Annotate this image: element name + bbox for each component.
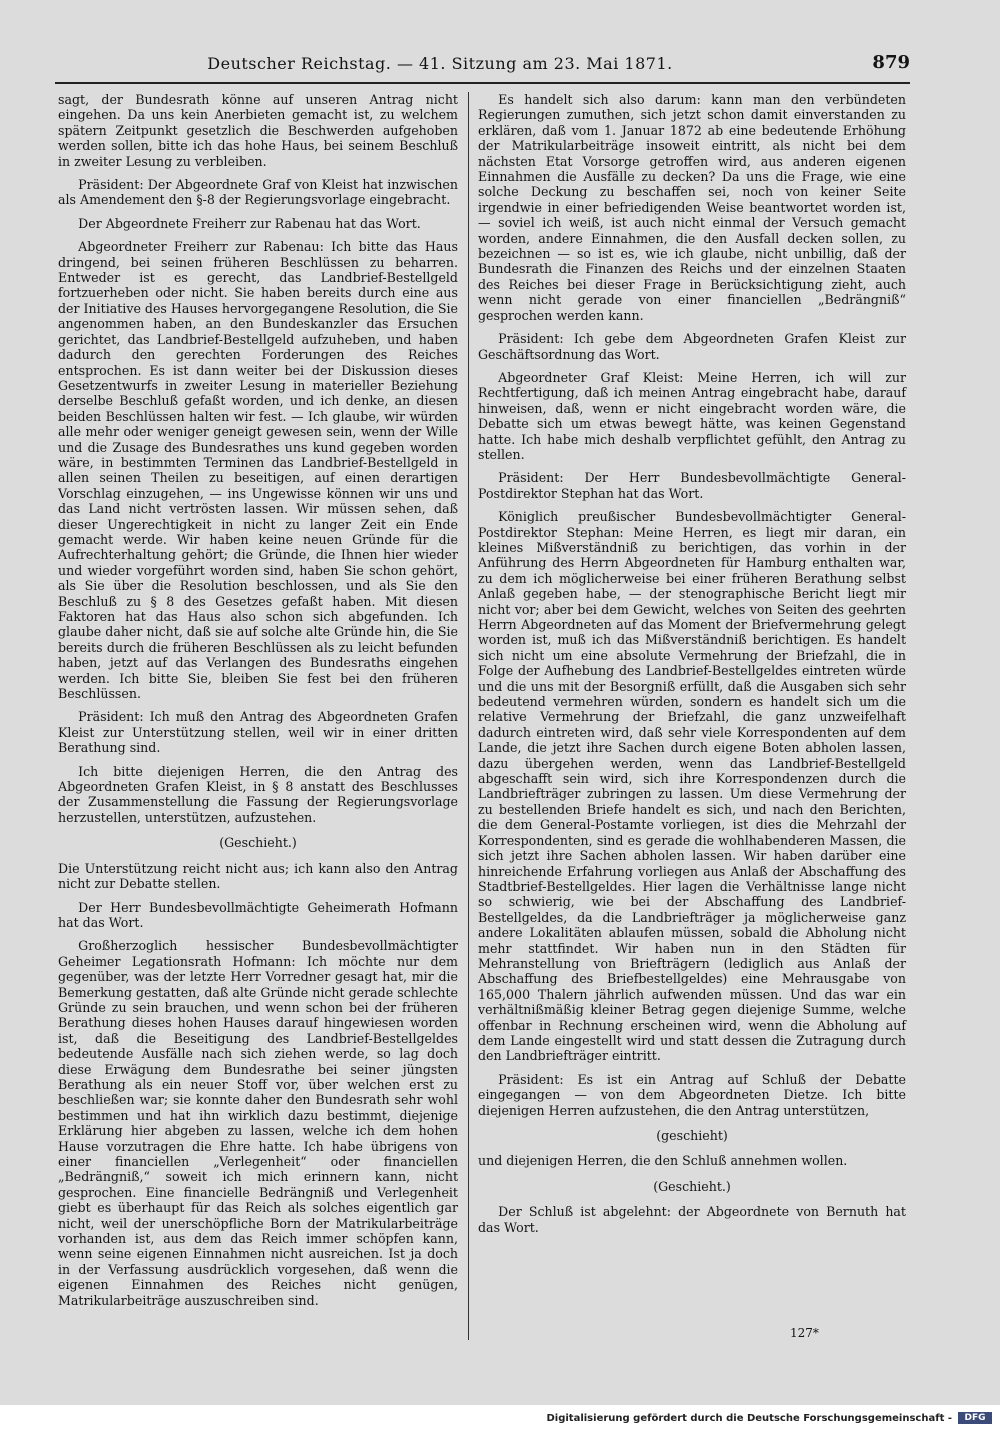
paragraph: Präsident: Ich gebe dem Abgeordneten Grafen Kleist zur Geschäftsordnung das Wort.	[478, 331, 906, 362]
paragraph: sagt, der Bundesrath könne auf unseren Antrag nicht eingehen. Da uns kein Anerbieten gemacht ist, zu welchem spätern Zeitpunkt gesetzlich die Beschwerden aufgehoben werden sollen, bitte ich das hohe Haus, bei seinem Beschluß in zweiter Lesung zu verbleiben.	[58, 92, 458, 169]
paragraph: Abgeordneter Freiherr zur Rabenau: Ich bitte das Haus dringend, bei seinen früheren Beschlüssen zu beharren. Entweder ist es gerecht, das Landbrief-Bestellgeld fortzuerheben oder nicht. Sie haben bereits durch eine aus der Initiative des Hauses hervorgegangene Resolution, die Sie angenommen haben, an den Bundeskanzler das Ersuchen gerichtet, das Landbrief-Bestellgeld aufzuheben, und haben dadurch den gerechten Forderungen des Reiches entsprochen. Es ist dann weiter bei der Diskussion dieses Gesetzentwurfs in zweiter Lesung in materieller Beziehung derselbe Beschluß gefaßt worden, und ich denke, an diesen beiden Beschlüssen halten wir fest. — Ich glaube, wir würden alle mehr oder weniger geneigt gewesen sein, wenn der Wille und die Zusage des Bundesrathes uns kund gegeben worden wäre, in bestimmten Terminen das Landbrief-Bestellgeld in allen seinen Theilen zu beseitigen, auf einen derartigen Vorschlag einzugehen, — ins Ungewisse können wir uns und das Land nicht vertrösten lassen. Wir müssen sehen, daß dieser Ungerechtigkeit in nicht zu langer Zeit ein Ende gemacht werde. Wir haben keine neuen Gründe für die Aufrechterhaltung gehört; die Gründe, die Ihnen hier wieder und wieder vorgeführt worden sind, haben Sie schon gehört, als Sie über die Resolution beschlossen, und als Sie den Beschluß zu § 8 des Gesetzes gefaßt haben. Mit diesen Faktoren hat das Haus also schon sich abgefunden. Ich glaube daher nicht, daß sie auf solche alte Gründe hin, die Sie bereits durch die früheren Beschlüssen als zu leicht befunden haben, jetzt auf das Verlangen des Bundesraths eingehen werden. Ich bitte Sie, bleiben Sie fest bei den früheren Beschlüssen.	[58, 239, 459, 702]
paragraph: Ich bitte diejenigen Herren, die den Antrag des Abgeordneten Grafen Kleist, in § 8 anstatt des Beschlusses der Zusammenstellung die Fassung der Regierungsvorlage herzustellen, unterstützen, aufzustehen.	[58, 763, 458, 825]
left-column	[58, 92, 458, 1316]
paragraph: Königlich preußischer Bundesbevollmächtigter General-Postdirektor Stephan: Meine Herren, es liegt mir daran, ein kleines Mißverständniß zu berichtigen, das vorhin in der Anführung des Herrn Abgeordneten für Hamburg enthalten war, zu dem ich möglicherweise bei einer früheren Berathung selbst Anlaß gegeben habe, — der stenographische Bericht liegt mir nicht vor; aber bei dem Gewicht, welches von Seiten des geehrten Herrn Abgeordneten auf das Moment der Briefvermehrung gelegt worden ist, muß ich das Mißverständniß berichtigen. Es handelt sich nicht um eine absolute Vermehrung der Briefzahl, die in Folge der Aufhebung des Landbrief-Bestellgeldes eintreten würde und die uns mit der Besorgniß erfüllt, daß die Ausgaben sich sehr bedeutend vermehren würden, sondern es handelt sich um die relative Vermehrung der Briefzahl, die ganz unzweifelhaft dadurch eintreten wird, daß sehr viele Korrespondenten auf dem Lande, die jetzt ihre Sachen durch eigene Boten abholen lassen, dazu übergehen werden, wenn das Landbrief-Bestellgeld abgeschafft sein wird, sich ihre Korrespondenzen durch die Landbriefträger zubringen zu lassen. Um diese Vermehrung der zu bestellenden Briefe handelt es sich, und nach den Berichten, die dem General-Postamte vorliegen, ist dies die Mehrzahl der Korrespondenten, sind es gerade die wohlhabenderen Massen, die sich jetzt ihre Sachen abholen lassen. Wir haben darüber eine hinreichende Erfahrung vorliegen aus Anlaß der Abschaffung des Stadtbrief-Bestellgeldes. Hier lagen die Verhältnisse lange nicht so schwierig, wie bei der Abschaffung des Landbrief-Bestellgeldes, da die Landbriefträger ja möglicherweise ganz andere Lokalitäten ablaufen müssen, sobald die Abholung nicht mehr stattfindet. Wir haben nun in den Städten für Mehranstellung von Briefträgern (lediglich aus Anlaß der Abschaffung des Briefbestellgeldes) eine Mehrausgabe von 165,000 Thalern jährlich aufwenden müssen. Und das war ein verhältnißmäßig kleiner Betrag gegen diejenige Summe, welche offenbar in Rechnung erscheinen wird, wenn die Abholung auf dem Lande eingestellt wird und statt dessen die Zutragung durch den Landbriefträger eintritt.	[478, 509, 906, 1064]
paragraph: und diejenigen Herren, die den Schluß annehmen wollen.	[478, 1153, 848, 1169]
paragraph: Präsident: Der Abgeordnete Graf von Kleist hat inzwischen als Amendement den §-8 der Regierungsvorlage eingebracht.	[58, 177, 458, 208]
dfg-logo[interactable]: DFG	[958, 1412, 992, 1424]
column-divider	[468, 92, 469, 1340]
paragraph: Die Unterstützung reicht nicht aus; ich kann also den Antrag nicht zur Debatte stellen.	[58, 860, 458, 892]
stage-direction: (geschieht)	[656, 1128, 728, 1143]
paragraph: Der Abgeordnete Freiherr zur Rabenau hat das Wort.	[78, 215, 421, 231]
paragraph: Der Herr Bundesbevollmächtigte Geheimerath Hofmann hat das Wort.	[58, 899, 458, 930]
footer-credit: Digitalisierung gefördert durch die Deutsche Forschungsgemeinschaft -	[546, 1413, 952, 1424]
footer-bar	[0, 1405, 1000, 1432]
page-number: 879	[872, 52, 910, 73]
header-rule	[55, 82, 910, 84]
paragraph: Großherzoglich hessischer Bundesbevollmächtigter Geheimer Legationsrath Hofmann: Ich möchte nur dem gegenüber, was der letzte Herr Vorredner gesagt hat, mir die Bemerkung gestatten, daß alte Gründe nicht gerade schlechte Gründe zu sein brauchen, und wenn schon bei der früheren Berathung dieses hohen Hauses darauf hingewiesen worden ist, daß die Beseitigung des Landbrief-Bestellgeldes bedeutende Ausfälle nach sich ziehen werde, so lag doch diese Erwägung dem Bundesrathe bei seiner jüngsten Berathung als ein neuer Stoff vor, über welchen erst zu beschließen war; sie konnte daher den Bundesrath sehr wohl bestimmen und hat ihn wirklich dazu bestimmt, diejenige Erklärung hier abgeben zu lassen, welche ich dem hohen Hause vorzutragen die Ehre hatte. Ich habe übrigens von einer financiellen „Verlegenheit“ oder financiellen „Bedrängniß,“ soweit ich mich erinnern kann, nicht gesprochen. Eine financielle Bedrängniß und Verlegenheit giebt es überhaupt für das Reich als solches eigentlich gar nicht, weil der unerschöpfliche Born der Matrikularbeiträge vorhanden ist, aus dem das Reich immer schöpfen kann, wenn seine eigenen Einnahmen nicht ausreichen. Ist ja doch in der Verfassung ausdrücklich vorgesehen, daß wenn die eigenen Einnahmen des Reiches nicht genügen, Matrikularbeiträge auszuschreiben sind.	[58, 938, 458, 1308]
paragraph: Präsident: Ich muß den Antrag des Abgeordneten Grafen Kleist zur Unterstützung stellen, weil wir in einer dritten Berathung sind.	[58, 709, 458, 756]
paragraph: Der Schluß ist abgelehnt: der Abgeordnete von Bernuth hat das Wort.	[478, 1204, 906, 1235]
signature-mark: 127*	[790, 1326, 819, 1340]
stage-direction: (Geschieht.)	[219, 835, 297, 851]
paragraph: Präsident: Der Herr Bundesbevollmächtigte General-Postdirektor Stephan hat das Wort.	[478, 470, 906, 501]
stage-direction: (Geschieht.)	[653, 1178, 731, 1194]
paragraph: Es handelt sich also darum: kann man den verbündeten Regierungen zumuthen, sich jetzt schon damit einverstanden zu erklären, daß vom 1. Januar 1872 ab eine bedeutende Erhöhung der Matrikularbeiträge insoweit eintritt, als nicht bei dem nächsten Etat Vorsorge getroffen wird, aus anderen eigenen Einnahmen die Ausfälle zu decken? Da uns die Frage, wie eine solche Deckung zu beschaffen sei, noch von keiner Seite irgendwie in einer befriedigenden Weise beantwortet worden ist, — soviel ich weiß, ist auch nicht einmal der Versuch gemacht worden, andere Einnahmen, die den Ausfall decken sollen, zu bezeichnen — so ist es, wie ich glaube, nicht unbillig, daß der Bundesrath die Finanzen des Reichs und der einzelnen Staaten des Reiches bei dieser Frage in Berücksichtigung zieht, auch wenn nicht gerade von einer financiellen „Bedrängniß“ gesprochen werden kann.	[478, 92, 906, 323]
page-header	[50, 50, 910, 80]
paragraph: Abgeordneter Graf Kleist: Meine Herren, ich will zur Rechtfertigung, daß ich meinen Antrag eingebracht habe, darauf hinweisen, daß, wenn er nicht eingebracht worden wäre, die Debatte sich um etwas bewegt hätte, was keinen Gegenstand hatte. Ich habe mich deshalb verpflichtet gefühlt, den Antrag zu stellen.	[478, 369, 906, 462]
right-column	[478, 92, 906, 1243]
header-title: Deutscher Reichstag. — 41. Sitzung am 23. Mai 1871.	[207, 54, 673, 73]
paragraph: Präsident: Es ist ein Antrag auf Schluß der Debatte eingegangen — von dem Abgeordneten Dietze. Ich bitte diejenigen Herren aufzustehen, die den Antrag unterstützen,	[478, 1071, 906, 1118]
